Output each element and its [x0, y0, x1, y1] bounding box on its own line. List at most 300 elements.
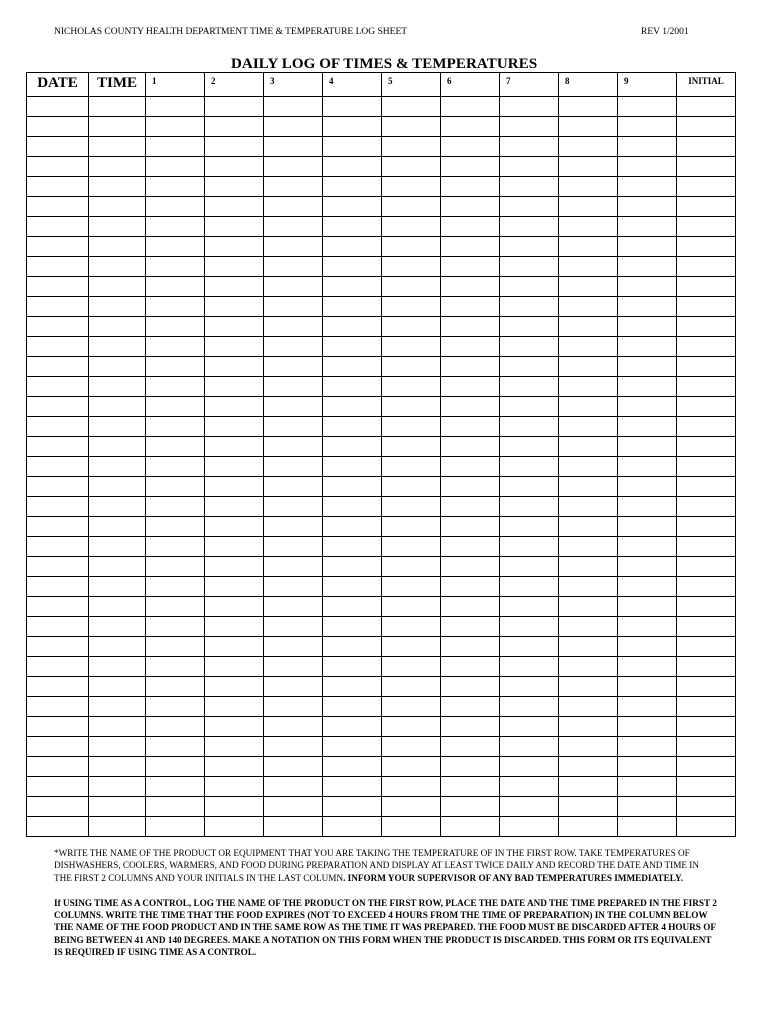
- log-cell[interactable]: [323, 377, 382, 397]
- log-cell[interactable]: [677, 217, 736, 237]
- log-cell[interactable]: [146, 817, 205, 837]
- log-cell[interactable]: [27, 357, 89, 377]
- log-cell[interactable]: [264, 297, 323, 317]
- log-cell[interactable]: [27, 597, 89, 617]
- log-cell[interactable]: [618, 617, 677, 637]
- log-cell[interactable]: [323, 517, 382, 537]
- log-cell[interactable]: [146, 357, 205, 377]
- log-cell[interactable]: [323, 357, 382, 377]
- log-cell[interactable]: [205, 97, 264, 117]
- log-cell[interactable]: [618, 377, 677, 397]
- log-cell[interactable]: [500, 337, 559, 357]
- log-cell[interactable]: [382, 617, 441, 637]
- log-cell[interactable]: [89, 157, 146, 177]
- log-cell[interactable]: [677, 577, 736, 597]
- log-cell[interactable]: [146, 417, 205, 437]
- log-cell[interactable]: [441, 517, 500, 537]
- log-cell[interactable]: [27, 617, 89, 637]
- log-cell[interactable]: [89, 677, 146, 697]
- log-cell[interactable]: [618, 517, 677, 537]
- log-cell[interactable]: [146, 617, 205, 637]
- log-cell[interactable]: [27, 117, 89, 137]
- log-cell[interactable]: [323, 297, 382, 317]
- log-cell[interactable]: [89, 217, 146, 237]
- log-cell[interactable]: [323, 797, 382, 817]
- log-cell[interactable]: [559, 597, 618, 617]
- log-cell[interactable]: [264, 617, 323, 637]
- log-cell[interactable]: [559, 677, 618, 697]
- log-cell[interactable]: [89, 617, 146, 637]
- log-cell[interactable]: [89, 277, 146, 297]
- log-cell[interactable]: [618, 717, 677, 737]
- log-cell[interactable]: [146, 157, 205, 177]
- log-cell[interactable]: [264, 597, 323, 617]
- log-cell[interactable]: [27, 157, 89, 177]
- log-cell[interactable]: [677, 277, 736, 297]
- log-cell[interactable]: [677, 777, 736, 797]
- log-cell[interactable]: [89, 137, 146, 157]
- log-cell[interactable]: [146, 697, 205, 717]
- log-cell[interactable]: [27, 637, 89, 657]
- log-cell[interactable]: [146, 237, 205, 257]
- log-cell[interactable]: [264, 157, 323, 177]
- log-cell[interactable]: [264, 757, 323, 777]
- log-cell[interactable]: [618, 697, 677, 717]
- log-cell[interactable]: [89, 477, 146, 497]
- log-cell[interactable]: [205, 337, 264, 357]
- log-cell[interactable]: [146, 217, 205, 237]
- log-cell[interactable]: [382, 557, 441, 577]
- log-cell[interactable]: [559, 517, 618, 537]
- log-cell[interactable]: [441, 197, 500, 217]
- log-cell[interactable]: [264, 817, 323, 837]
- log-cell[interactable]: [382, 237, 441, 257]
- log-cell[interactable]: [559, 217, 618, 237]
- log-cell[interactable]: [559, 237, 618, 257]
- log-cell[interactable]: [677, 157, 736, 177]
- log-cell[interactable]: [500, 117, 559, 137]
- log-cell[interactable]: [205, 757, 264, 777]
- log-cell[interactable]: [677, 417, 736, 437]
- log-cell[interactable]: [677, 757, 736, 777]
- log-cell[interactable]: [382, 377, 441, 397]
- log-cell[interactable]: [441, 177, 500, 197]
- log-cell[interactable]: [559, 397, 618, 417]
- log-cell[interactable]: [382, 637, 441, 657]
- log-cell[interactable]: [677, 637, 736, 657]
- log-cell[interactable]: [27, 557, 89, 577]
- log-cell[interactable]: [205, 317, 264, 337]
- log-cell[interactable]: [382, 757, 441, 777]
- log-cell[interactable]: [27, 257, 89, 277]
- log-cell[interactable]: [618, 497, 677, 517]
- log-cell[interactable]: [27, 177, 89, 197]
- log-cell[interactable]: [441, 437, 500, 457]
- log-cell[interactable]: [500, 157, 559, 177]
- log-cell[interactable]: [323, 577, 382, 597]
- log-cell[interactable]: [323, 457, 382, 477]
- log-cell[interactable]: [205, 497, 264, 517]
- log-cell[interactable]: [559, 297, 618, 317]
- log-cell[interactable]: [323, 557, 382, 577]
- log-cell[interactable]: [27, 277, 89, 297]
- log-cell[interactable]: [500, 497, 559, 517]
- log-cell[interactable]: [677, 377, 736, 397]
- log-cell[interactable]: [559, 537, 618, 557]
- log-cell[interactable]: [559, 377, 618, 397]
- log-cell[interactable]: [382, 537, 441, 557]
- log-cell[interactable]: [441, 777, 500, 797]
- log-cell[interactable]: [382, 297, 441, 317]
- log-cell[interactable]: [500, 177, 559, 197]
- log-cell[interactable]: [27, 517, 89, 537]
- log-cell[interactable]: [382, 797, 441, 817]
- log-cell[interactable]: [559, 157, 618, 177]
- log-cell[interactable]: [618, 337, 677, 357]
- log-cell[interactable]: [146, 637, 205, 657]
- log-cell[interactable]: [677, 437, 736, 457]
- log-cell[interactable]: [205, 477, 264, 497]
- log-cell[interactable]: [205, 457, 264, 477]
- log-cell[interactable]: [27, 737, 89, 757]
- log-cell[interactable]: [264, 477, 323, 497]
- log-cell[interactable]: [677, 737, 736, 757]
- log-cell[interactable]: [146, 757, 205, 777]
- log-cell[interactable]: [89, 317, 146, 337]
- log-cell[interactable]: [618, 297, 677, 317]
- log-cell[interactable]: [382, 157, 441, 177]
- log-cell[interactable]: [146, 597, 205, 617]
- log-cell[interactable]: [205, 377, 264, 397]
- log-cell[interactable]: [559, 257, 618, 277]
- log-cell[interactable]: [264, 337, 323, 357]
- log-cell[interactable]: [146, 797, 205, 817]
- log-cell[interactable]: [559, 97, 618, 117]
- log-cell[interactable]: [441, 457, 500, 477]
- log-cell[interactable]: [382, 457, 441, 477]
- log-cell[interactable]: [441, 757, 500, 777]
- log-cell[interactable]: [382, 577, 441, 597]
- log-cell[interactable]: [382, 477, 441, 497]
- log-cell[interactable]: [89, 97, 146, 117]
- log-cell[interactable]: [382, 177, 441, 197]
- log-cell[interactable]: [441, 117, 500, 137]
- log-cell[interactable]: [205, 417, 264, 437]
- log-cell[interactable]: [618, 777, 677, 797]
- log-cell[interactable]: [677, 697, 736, 717]
- log-cell[interactable]: [559, 817, 618, 837]
- log-cell[interactable]: [441, 257, 500, 277]
- log-cell[interactable]: [323, 737, 382, 757]
- log-cell[interactable]: [559, 657, 618, 677]
- log-cell[interactable]: [205, 357, 264, 377]
- log-cell[interactable]: [441, 637, 500, 657]
- log-cell[interactable]: [264, 677, 323, 697]
- log-cell[interactable]: [441, 357, 500, 377]
- log-cell[interactable]: [27, 477, 89, 497]
- log-cell[interactable]: [264, 637, 323, 657]
- log-cell[interactable]: [89, 417, 146, 437]
- log-cell[interactable]: [89, 457, 146, 477]
- log-cell[interactable]: [323, 277, 382, 297]
- log-cell[interactable]: [500, 457, 559, 477]
- log-cell[interactable]: [323, 597, 382, 617]
- log-cell[interactable]: [264, 417, 323, 437]
- log-cell[interactable]: [500, 257, 559, 277]
- log-cell[interactable]: [264, 777, 323, 797]
- log-cell[interactable]: [323, 257, 382, 277]
- log-cell[interactable]: [618, 417, 677, 437]
- log-cell[interactable]: [205, 717, 264, 737]
- log-cell[interactable]: [441, 337, 500, 357]
- log-cell[interactable]: [205, 677, 264, 697]
- log-cell[interactable]: [205, 277, 264, 297]
- log-cell[interactable]: [559, 277, 618, 297]
- log-cell[interactable]: [677, 257, 736, 277]
- log-cell[interactable]: [677, 597, 736, 617]
- log-cell[interactable]: [205, 577, 264, 597]
- log-cell[interactable]: [27, 577, 89, 597]
- log-cell[interactable]: [677, 497, 736, 517]
- log-cell[interactable]: [618, 277, 677, 297]
- log-cell[interactable]: [323, 137, 382, 157]
- log-cell[interactable]: [264, 797, 323, 817]
- log-cell[interactable]: [500, 417, 559, 437]
- log-cell[interactable]: [27, 297, 89, 317]
- log-cell[interactable]: [677, 317, 736, 337]
- log-cell[interactable]: [323, 817, 382, 837]
- log-cell[interactable]: [205, 217, 264, 237]
- log-cell[interactable]: [27, 497, 89, 517]
- log-cell[interactable]: [559, 497, 618, 517]
- log-cell[interactable]: [27, 217, 89, 237]
- log-cell[interactable]: [382, 697, 441, 717]
- log-cell[interactable]: [205, 117, 264, 137]
- log-cell[interactable]: [618, 157, 677, 177]
- log-cell[interactable]: [323, 497, 382, 517]
- log-cell[interactable]: [264, 737, 323, 757]
- log-cell[interactable]: [323, 717, 382, 737]
- log-cell[interactable]: [146, 577, 205, 597]
- log-cell[interactable]: [618, 477, 677, 497]
- log-cell[interactable]: [382, 217, 441, 237]
- log-cell[interactable]: [205, 397, 264, 417]
- log-cell[interactable]: [441, 697, 500, 717]
- log-cell[interactable]: [146, 117, 205, 137]
- log-cell[interactable]: [146, 477, 205, 497]
- log-cell[interactable]: [677, 717, 736, 737]
- log-cell[interactable]: [677, 517, 736, 537]
- log-cell[interactable]: [89, 657, 146, 677]
- log-cell[interactable]: [559, 457, 618, 477]
- log-cell[interactable]: [89, 737, 146, 757]
- log-cell[interactable]: [618, 597, 677, 617]
- log-cell[interactable]: [677, 297, 736, 317]
- log-cell[interactable]: [441, 817, 500, 837]
- log-cell[interactable]: [559, 177, 618, 197]
- log-cell[interactable]: [205, 437, 264, 457]
- log-cell[interactable]: [618, 117, 677, 137]
- log-cell[interactable]: [205, 737, 264, 757]
- log-cell[interactable]: [500, 317, 559, 337]
- log-cell[interactable]: [323, 617, 382, 637]
- log-cell[interactable]: [618, 197, 677, 217]
- log-cell[interactable]: [382, 397, 441, 417]
- log-cell[interactable]: [205, 137, 264, 157]
- log-cell[interactable]: [264, 397, 323, 417]
- log-cell[interactable]: [382, 657, 441, 677]
- log-cell[interactable]: [618, 237, 677, 257]
- log-cell[interactable]: [27, 317, 89, 337]
- log-cell[interactable]: [323, 217, 382, 237]
- log-cell[interactable]: [27, 197, 89, 217]
- log-cell[interactable]: [89, 237, 146, 257]
- log-cell[interactable]: [382, 717, 441, 737]
- log-cell[interactable]: [264, 517, 323, 537]
- log-cell[interactable]: [264, 457, 323, 477]
- log-cell[interactable]: [323, 657, 382, 677]
- log-cell[interactable]: [559, 197, 618, 217]
- log-cell[interactable]: [89, 557, 146, 577]
- log-cell[interactable]: [205, 637, 264, 657]
- log-cell[interactable]: [618, 657, 677, 677]
- log-cell[interactable]: [618, 677, 677, 697]
- log-cell[interactable]: [89, 257, 146, 277]
- log-cell[interactable]: [146, 177, 205, 197]
- log-cell[interactable]: [89, 797, 146, 817]
- log-cell[interactable]: [500, 217, 559, 237]
- log-cell[interactable]: [441, 277, 500, 297]
- log-cell[interactable]: [441, 477, 500, 497]
- log-cell[interactable]: [500, 777, 559, 797]
- log-cell[interactable]: [205, 657, 264, 677]
- log-cell[interactable]: [89, 597, 146, 617]
- log-cell[interactable]: [382, 677, 441, 697]
- log-cell[interactable]: [382, 417, 441, 437]
- log-cell[interactable]: [500, 377, 559, 397]
- log-cell[interactable]: [146, 97, 205, 117]
- log-cell[interactable]: [146, 437, 205, 457]
- log-cell[interactable]: [264, 557, 323, 577]
- log-cell[interactable]: [441, 237, 500, 257]
- log-cell[interactable]: [146, 517, 205, 537]
- log-cell[interactable]: [559, 557, 618, 577]
- log-cell[interactable]: [382, 497, 441, 517]
- log-cell[interactable]: [441, 677, 500, 697]
- log-cell[interactable]: [146, 137, 205, 157]
- log-cell[interactable]: [146, 737, 205, 757]
- log-cell[interactable]: [205, 237, 264, 257]
- log-cell[interactable]: [27, 757, 89, 777]
- log-cell[interactable]: [27, 437, 89, 457]
- log-cell[interactable]: [559, 317, 618, 337]
- log-cell[interactable]: [323, 757, 382, 777]
- log-cell[interactable]: [27, 237, 89, 257]
- log-cell[interactable]: [264, 237, 323, 257]
- log-cell[interactable]: [264, 377, 323, 397]
- log-cell[interactable]: [618, 637, 677, 657]
- log-cell[interactable]: [146, 337, 205, 357]
- log-cell[interactable]: [677, 817, 736, 837]
- log-cell[interactable]: [677, 677, 736, 697]
- log-cell[interactable]: [559, 337, 618, 357]
- log-cell[interactable]: [264, 217, 323, 237]
- log-cell[interactable]: [500, 477, 559, 497]
- log-cell[interactable]: [89, 757, 146, 777]
- log-cell[interactable]: [500, 277, 559, 297]
- log-cell[interactable]: [264, 97, 323, 117]
- log-cell[interactable]: [677, 797, 736, 817]
- log-cell[interactable]: [89, 197, 146, 217]
- log-cell[interactable]: [323, 157, 382, 177]
- log-cell[interactable]: [89, 437, 146, 457]
- log-cell[interactable]: [559, 737, 618, 757]
- log-cell[interactable]: [500, 557, 559, 577]
- log-cell[interactable]: [27, 457, 89, 477]
- log-cell[interactable]: [500, 437, 559, 457]
- log-cell[interactable]: [441, 317, 500, 337]
- log-cell[interactable]: [264, 317, 323, 337]
- log-cell[interactable]: [27, 97, 89, 117]
- log-cell[interactable]: [618, 757, 677, 777]
- log-cell[interactable]: [27, 777, 89, 797]
- log-cell[interactable]: [323, 537, 382, 557]
- log-cell[interactable]: [559, 137, 618, 157]
- log-cell[interactable]: [677, 657, 736, 677]
- log-cell[interactable]: [677, 97, 736, 117]
- log-cell[interactable]: [27, 417, 89, 437]
- log-cell[interactable]: [323, 97, 382, 117]
- log-cell[interactable]: [441, 617, 500, 637]
- log-cell[interactable]: [146, 277, 205, 297]
- log-cell[interactable]: [323, 637, 382, 657]
- log-cell[interactable]: [500, 617, 559, 637]
- log-cell[interactable]: [677, 337, 736, 357]
- log-cell[interactable]: [618, 97, 677, 117]
- log-cell[interactable]: [618, 577, 677, 597]
- log-cell[interactable]: [146, 317, 205, 337]
- log-cell[interactable]: [146, 297, 205, 317]
- log-cell[interactable]: [205, 257, 264, 277]
- log-cell[interactable]: [500, 757, 559, 777]
- log-cell[interactable]: [500, 677, 559, 697]
- log-cell[interactable]: [27, 397, 89, 417]
- log-cell[interactable]: [89, 517, 146, 537]
- log-cell[interactable]: [441, 97, 500, 117]
- log-cell[interactable]: [323, 317, 382, 337]
- log-cell[interactable]: [205, 157, 264, 177]
- log-cell[interactable]: [441, 717, 500, 737]
- log-cell[interactable]: [618, 217, 677, 237]
- log-cell[interactable]: [264, 197, 323, 217]
- log-cell[interactable]: [500, 797, 559, 817]
- log-cell[interactable]: [89, 337, 146, 357]
- log-cell[interactable]: [323, 177, 382, 197]
- log-cell[interactable]: [500, 397, 559, 417]
- log-cell[interactable]: [146, 657, 205, 677]
- log-cell[interactable]: [559, 797, 618, 817]
- log-cell[interactable]: [382, 437, 441, 457]
- log-cell[interactable]: [618, 537, 677, 557]
- log-cell[interactable]: [382, 117, 441, 137]
- log-cell[interactable]: [441, 217, 500, 237]
- log-cell[interactable]: [264, 137, 323, 157]
- log-cell[interactable]: [500, 657, 559, 677]
- log-cell[interactable]: [500, 357, 559, 377]
- log-cell[interactable]: [500, 817, 559, 837]
- log-cell[interactable]: [89, 297, 146, 317]
- log-cell[interactable]: [441, 497, 500, 517]
